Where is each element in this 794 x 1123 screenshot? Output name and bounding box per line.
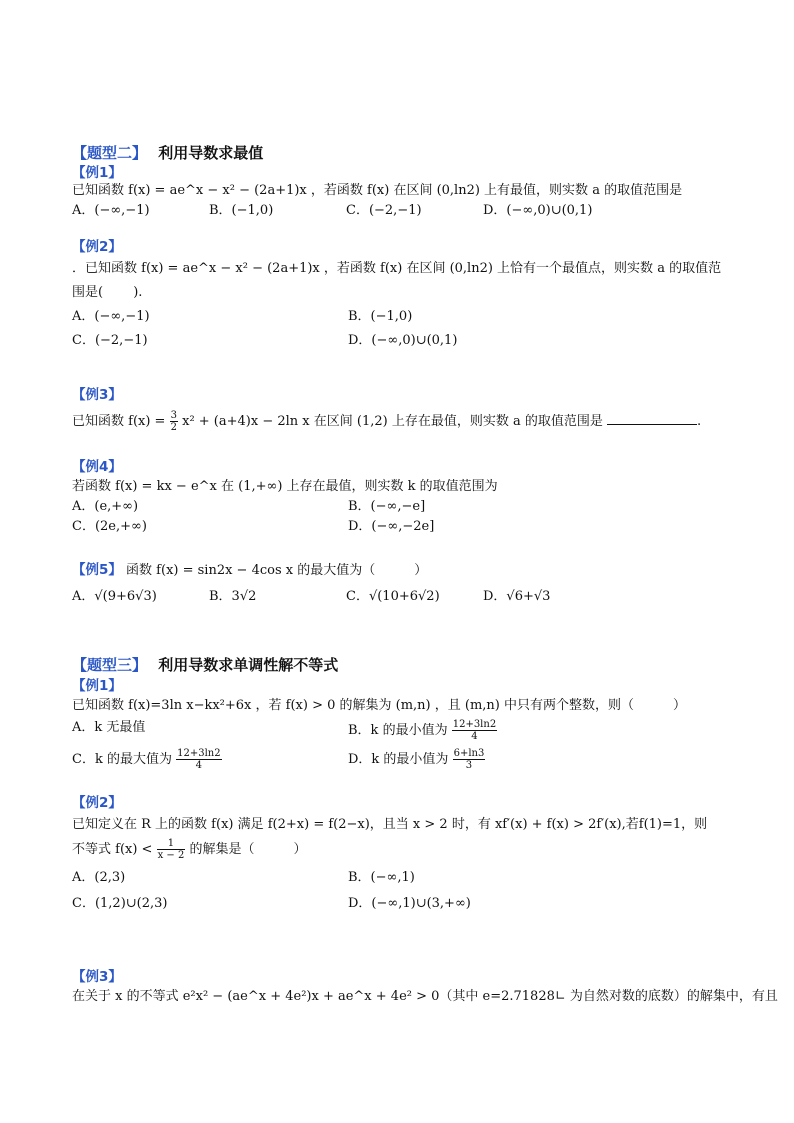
s3-ex2-stem-line2 — [72, 838, 732, 861]
s2-ex2-option-b: B．(−1,0) — [348, 309, 413, 324]
s2-ex2-label: 【例2】 — [72, 239, 122, 255]
frac-den: 4 — [471, 731, 478, 742]
s3-ex1-option-d — [348, 748, 624, 771]
s2-ex3-stem — [72, 410, 732, 433]
s2-ex1-option-b: B．(−1,0) — [209, 203, 274, 218]
s2-ex3-stem-b: x² + (a+4)x − 2ln x 在区间 (1,2) 上存在最值，则实数 a 的取值范围是 — [182, 414, 603, 429]
s3-ex2-stem-b: 的解集是（ ） — [189, 842, 307, 857]
s3-ex1-option-b-text: B．k 的最小值为 — [348, 723, 448, 738]
s2-ex5-stem-line — [72, 561, 732, 580]
section-3-title: 利用导数求单调性解不等式 — [158, 656, 339, 674]
answer-blank — [607, 412, 697, 425]
section-3-label: 【题型三】 — [72, 656, 148, 674]
s3-ex1-label: 【例1】 — [72, 678, 122, 694]
s2-ex5-option-d: D．√6+√3 — [483, 589, 551, 604]
s2-ex1-label: 【例1】 — [72, 165, 122, 181]
s3-ex1-option-c — [72, 748, 348, 771]
s3-example-1 — [72, 677, 732, 777]
s3-ex2-option-d: D．(−∞,1)∪(3,+∞) — [348, 896, 471, 911]
section-3-header — [72, 656, 732, 674]
s3-ex1-option-d-frac — [453, 748, 486, 771]
s2-example-4 — [72, 458, 732, 542]
s3-example-2 — [72, 794, 732, 919]
s2-example-3 — [72, 386, 732, 433]
s2-ex2-option-c: C．(−2,−1) — [72, 333, 148, 348]
frac-num: 12+3ln2 — [452, 719, 497, 730]
s2-ex3-stem-end: . — [697, 414, 702, 429]
s2-ex2-options — [72, 308, 732, 356]
s3-example-3 — [72, 968, 778, 1006]
frac-den: 3 — [465, 760, 473, 771]
s3-ex1-option-c-frac — [176, 748, 221, 771]
s3-ex2-frac-den: x − 2 — [157, 850, 185, 861]
s2-ex3-frac-den: 2 — [170, 422, 177, 433]
s2-ex2-stem-line1: ．已知函数 f(x) = ae^x − x² − (2a+1)x ，若函数 f(x) 在区间 (0,ln2) 上恰有一个最值点，则实数 a 的取值范 — [72, 261, 722, 276]
s3-ex1-option-c-text: C．k 的最大值为 — [72, 752, 172, 767]
s2-ex1-stem: 已知函数 f(x) = ae^x − x² − (2a+1)x ，若函数 f(x) 在区间 (0,ln2) 上有最值，则实数 a 的取值范围是 — [72, 183, 683, 198]
s2-ex1-option-d: D．(−∞,0)∪(0,1) — [483, 203, 593, 218]
s2-example-1 — [72, 164, 732, 220]
s3-ex1-options — [72, 719, 732, 777]
s2-ex4-label: 【例4】 — [72, 459, 122, 475]
s2-ex5-stem: 函数 f(x) = sin2x − 4cos x 的最大值为（ ） — [126, 563, 428, 578]
s2-ex2-stem-line2: 围是( ). — [72, 285, 143, 300]
s3-ex3-stem: 在关于 x 的不等式 e²x² − (ae^x + 4e²)x + ae^x + 4e² > 0（其中 e=2.71828∟ 为自然对数的底数）的解集中，有且 — [72, 989, 778, 1004]
s3-ex2-option-b: B．(−∞,1) — [348, 870, 415, 885]
s3-ex2-label: 【例2】 — [72, 795, 122, 811]
s2-ex4-stem: 若函数 f(x) = kx − e^x 在 (1,+∞) 上存在最值，则实数 k 的取值范围为 — [72, 479, 498, 494]
s2-ex4-option-b: B．(−∞,−e] — [348, 499, 426, 514]
frac-num: 6+ln3 — [453, 748, 485, 759]
s3-ex1-option-b — [348, 719, 624, 742]
s2-ex5-label: 【例5】 — [72, 562, 122, 578]
s2-ex1-option-c: C．(−2,−1) — [346, 203, 422, 218]
s3-ex1-option-a — [72, 719, 348, 742]
s3-ex2-fraction — [157, 838, 186, 861]
s2-ex4-option-a: A．(e,+∞) — [72, 499, 139, 514]
s2-ex5-option-b: B．3√2 — [209, 589, 257, 604]
frac-num: 12+3ln2 — [177, 748, 221, 759]
s2-ex4-option-d: D．(−∞,−2e] — [348, 519, 435, 534]
s3-ex2-options — [72, 869, 732, 919]
s3-ex1-option-a-text: A．k 无最值 — [72, 720, 146, 735]
s2-ex3-fraction — [170, 410, 178, 433]
section-2-label: 【题型二】 — [72, 144, 148, 162]
s3-ex2-option-a: A．(2,3) — [72, 870, 126, 885]
s2-ex5-options — [72, 588, 732, 606]
s2-example-5 — [72, 561, 732, 606]
s2-ex3-label: 【例3】 — [72, 387, 122, 403]
s2-ex5-option-a: A．√(9+6√3) — [72, 589, 157, 604]
s2-ex5-option-c: C．√(10+6√2) — [346, 589, 440, 604]
s3-ex2-stem-a: 不等式 f(x) < — [72, 842, 153, 857]
s2-ex1-options — [72, 202, 732, 220]
s2-example-2 — [72, 238, 732, 356]
s3-ex1-option-d-text: D．k 的最小值为 — [348, 752, 449, 767]
section-2-title: 利用导数求最值 — [158, 144, 264, 162]
s3-ex2-frac-num: 1 — [157, 838, 186, 850]
s2-ex1-option-a: A．(−∞,−1) — [72, 203, 150, 218]
s3-ex3-label: 【例3】 — [72, 969, 122, 985]
frac-den: 4 — [195, 760, 203, 771]
s3-ex2-option-c: C．(1,2)∪(2,3) — [72, 896, 168, 911]
s2-ex4-options — [72, 498, 732, 542]
s2-ex2-option-a: A．(−∞,−1) — [72, 309, 150, 324]
s3-ex2-stem-line1: 已知定义在 R 上的函数 f(x) 满足 f(2+x) = f(2−x)，且当 x > 2 时，有 xf′(x) + f(x) > 2f′(x),若f(1)=1，则 — [72, 817, 708, 832]
s2-ex3-frac-num: 3 — [170, 410, 177, 421]
s2-ex2-option-d: D．(−∞,0)∪(0,1) — [348, 333, 458, 348]
s2-ex3-stem-a: 已知函数 f(x) = — [72, 414, 166, 429]
s3-ex1-option-b-frac — [452, 719, 497, 742]
s3-ex1-stem: 已知函数 f(x)=3ln x−kx²+6x ，若 f(x) > 0 的解集为 (m,n) ，且 (m,n) 中只有两个整数，则（ ） — [72, 698, 686, 713]
section-2-header — [72, 144, 732, 162]
s2-ex4-option-c: C．(2e,+∞) — [72, 519, 147, 534]
